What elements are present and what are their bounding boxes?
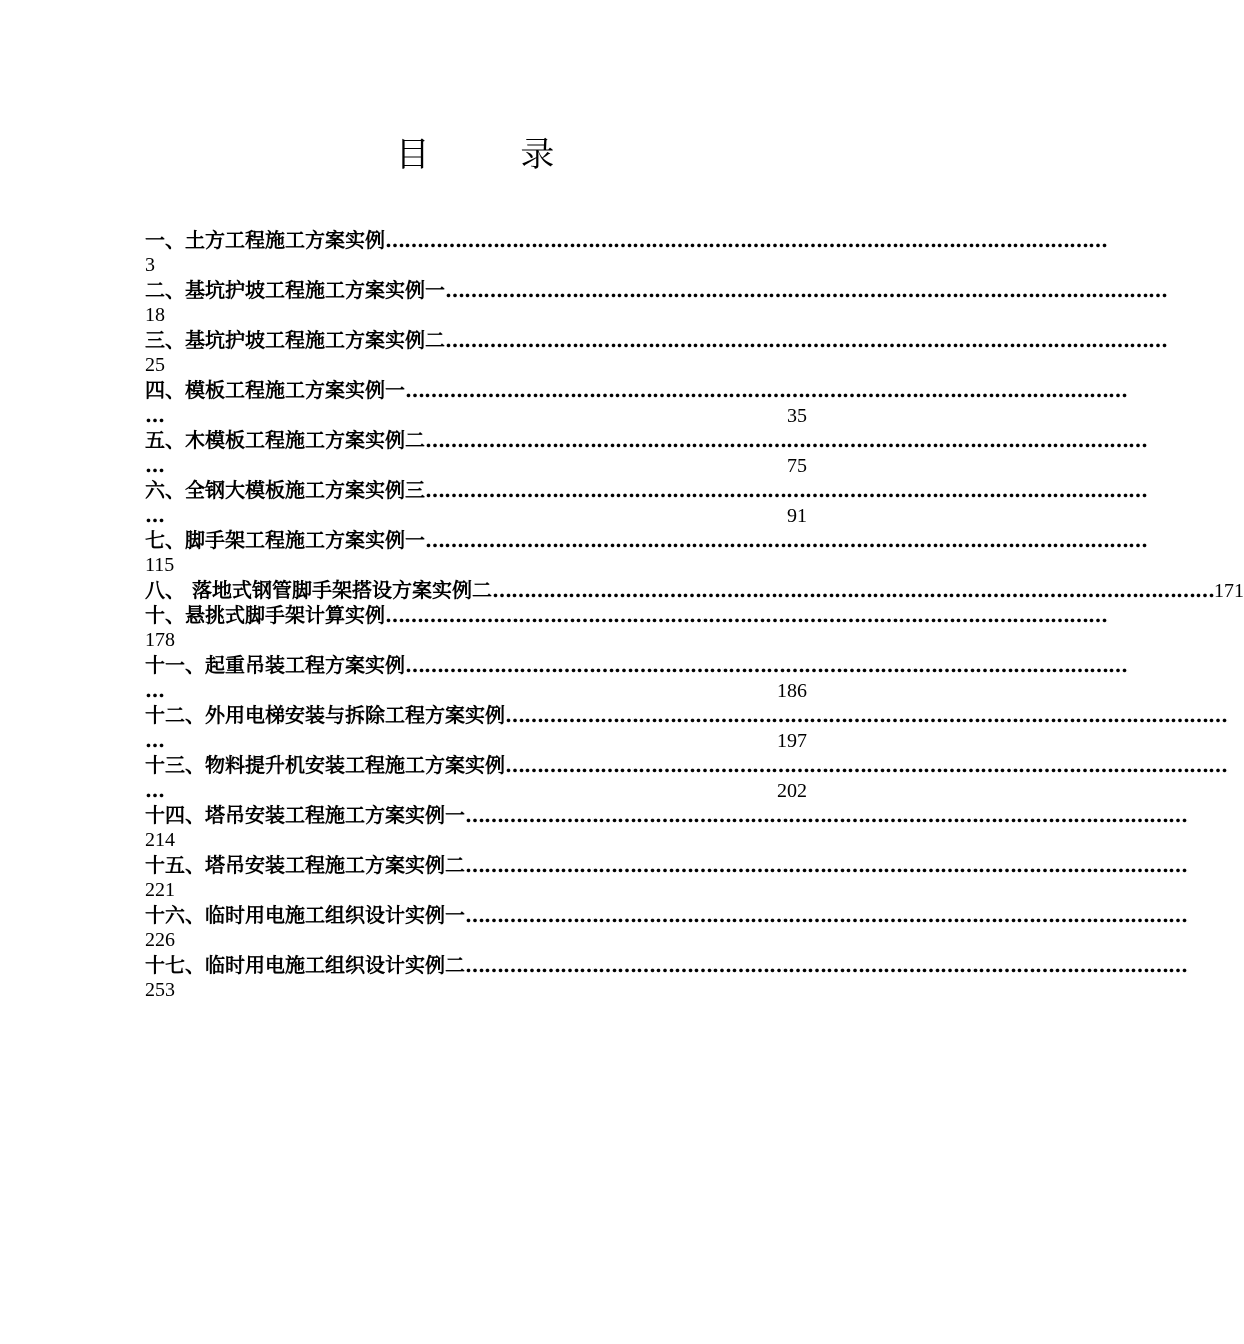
- toc-entry-continuation: [145, 728, 807, 753]
- toc-entry[interactable]: [145, 528, 1147, 578]
- toc-entry-label: 十四、塔吊安装工程施工方案实例一: [145, 803, 465, 827]
- toc-entry-continuation: [145, 978, 807, 1003]
- toc-entry-label: 四、模板工程施工方案实例一: [145, 378, 405, 402]
- toc-entry-label: 一、土方工程施工方案实例: [145, 228, 385, 252]
- dot-leader: ……………………………………………………………………………………………………: [425, 528, 1147, 552]
- toc-entry-continuation: [145, 553, 807, 578]
- toc-entry[interactable]: [145, 378, 1127, 428]
- toc-entry[interactable]: [145, 578, 1244, 603]
- toc-entry[interactable]: [145, 228, 1107, 278]
- toc-entry-line: [145, 378, 1127, 403]
- toc-entry[interactable]: [145, 853, 1187, 903]
- toc-entry-page-number: 25: [145, 354, 165, 376]
- dot-leader: ……………………………………………………………………………………………………: [465, 903, 1187, 927]
- dot-leader-overflow: …: [145, 403, 164, 427]
- dot-leader-overflow: …: [145, 503, 164, 527]
- toc-entry[interactable]: [145, 328, 1167, 378]
- toc-entry-line: [145, 278, 1167, 303]
- toc-entry-line: [145, 228, 1107, 253]
- dot-leader: ……………………………………………………………………………………………………: [445, 278, 1167, 302]
- toc-entry-continuation: [145, 878, 807, 903]
- toc-entry-page-number: 178: [145, 629, 175, 651]
- toc-entry-page-number: 197: [777, 730, 807, 752]
- toc-entry-line: [145, 428, 1147, 453]
- dot-leader: ……………………………………………………………………………………………………: [445, 328, 1167, 352]
- toc-entry[interactable]: [145, 653, 1127, 703]
- toc-entry-label: 三、基坑护坡工程施工方案实例二: [145, 328, 445, 352]
- dot-leader: ……………………………………………………………………………………………………: [465, 803, 1187, 827]
- toc-entry[interactable]: [145, 803, 1187, 853]
- toc-entry[interactable]: [145, 903, 1187, 953]
- toc-entry-continuation: [145, 778, 807, 803]
- toc-entry-continuation: [145, 253, 807, 278]
- dot-leader: ……………………………………………………………………………………………………: [405, 653, 1127, 677]
- toc-entry-page-number: 221: [145, 879, 175, 901]
- toc-entry[interactable]: [145, 953, 1187, 1003]
- toc-entry-line: [145, 528, 1147, 553]
- dot-leader-overflow: …: [145, 778, 164, 802]
- dot-leader: ……………………………………………………………………………………………………: [505, 703, 1227, 727]
- dot-leader: ……………………………………………………………………………………………………: [425, 428, 1147, 452]
- toc-entry-page-number: 202: [777, 780, 807, 802]
- toc-entry[interactable]: [145, 603, 1107, 653]
- dot-leader-overflow: …: [145, 728, 164, 752]
- page-title: 目 录: [395, 135, 595, 175]
- toc-entry-page-number: 75: [787, 455, 807, 477]
- toc-entry-label: 十、悬挑式脚手架计算实例: [145, 603, 385, 627]
- toc-entry[interactable]: [145, 428, 1147, 478]
- toc-entry-label: 六、全钢大模板施工方案实例三: [145, 478, 425, 502]
- toc-entry[interactable]: [145, 278, 1167, 328]
- toc-entry-page-number: 171: [1213, 580, 1244, 602]
- toc-entry-label: 十三、物料提升机安装工程施工方案实例: [145, 753, 505, 777]
- toc-entry-page-number: 18: [145, 304, 165, 326]
- toc-entry-label: 十一、起重吊装工程方案实例: [145, 653, 405, 677]
- dot-leader-overflow: …: [145, 678, 164, 702]
- toc-entry-line: [145, 903, 1187, 928]
- toc-entry-continuation: [145, 303, 807, 328]
- dot-leader: ……………………………………………………………………………………………………: [405, 378, 1127, 402]
- toc-entry-line: [145, 853, 1187, 878]
- toc-entry-label: 十二、外用电梯安装与拆除工程方案实例: [145, 703, 505, 727]
- toc-entry-line: [145, 603, 1107, 628]
- toc-entry-line: [145, 328, 1167, 353]
- toc-entry-continuation: [145, 678, 807, 703]
- toc-entry[interactable]: [145, 703, 1227, 753]
- toc-entry-label: 十六、临时用电施工组织设计实例一: [145, 903, 465, 927]
- toc-entry-label: 五、木模板工程施工方案实例二: [145, 428, 425, 452]
- dot-leader: ……………………………………………………………………………………………………: [385, 228, 1107, 252]
- toc-entry-continuation: [145, 403, 807, 428]
- toc-entry-continuation: [145, 503, 807, 528]
- toc-entry-label: 十五、塔吊安装工程施工方案实例二: [145, 853, 465, 877]
- toc-entry-line: [145, 753, 1227, 778]
- dot-leader: ……………………………………………………………………………………………………: [465, 953, 1187, 977]
- toc-entry-line: [145, 478, 1147, 503]
- toc-entry-page-number: 186: [777, 680, 807, 702]
- dot-leader: ……………………………………………………………………………………………………: [505, 753, 1227, 777]
- toc-entry-line: [145, 953, 1187, 978]
- dot-leader: ……………………………………………………………………………………………………: [425, 478, 1147, 502]
- toc-entry-label: 八、 落地式钢管脚手架搭设方案实例二: [145, 578, 492, 602]
- toc-entry-continuation: [145, 928, 807, 953]
- toc-entry-page-number: 115: [145, 554, 175, 576]
- toc-entry-line: [145, 703, 1227, 728]
- toc-entry-continuation: [145, 628, 807, 653]
- toc-entry[interactable]: [145, 753, 1227, 803]
- dot-leader: ……………………………………………………………………………………………………: [465, 853, 1187, 877]
- toc-entry-page-number: 91: [787, 505, 807, 527]
- toc-entry-page-number: 35: [787, 405, 807, 427]
- toc-entry-label: 十七、临时用电施工组织设计实例二: [145, 953, 465, 977]
- toc-entry-label: 二、基坑护坡工程施工方案实例一: [145, 278, 445, 302]
- toc-entry-label: 七、脚手架工程施工方案实例一: [145, 528, 425, 552]
- toc-entry-page-number: 226: [145, 929, 175, 951]
- table-of-contents: [145, 228, 1244, 1003]
- dot-leader-overflow: …: [145, 453, 164, 477]
- toc-entry-line: [145, 578, 1244, 603]
- toc-entry-page-number: 214: [145, 829, 175, 851]
- toc-entry[interactable]: [145, 478, 1147, 528]
- toc-entry-page-number: 253: [145, 979, 175, 1001]
- toc-entry-continuation: [145, 353, 807, 378]
- toc-entry-line: [145, 803, 1187, 828]
- toc-entry-continuation: [145, 453, 807, 478]
- toc-entry-continuation: [145, 828, 807, 853]
- dot-leader: ……………………………………………………………………………………………………: [385, 603, 1107, 627]
- toc-entry-page-number: 3: [145, 254, 155, 276]
- toc-entry-line: [145, 653, 1127, 678]
- dot-leader: ……………………………………………………………………………………………………: [491, 578, 1214, 602]
